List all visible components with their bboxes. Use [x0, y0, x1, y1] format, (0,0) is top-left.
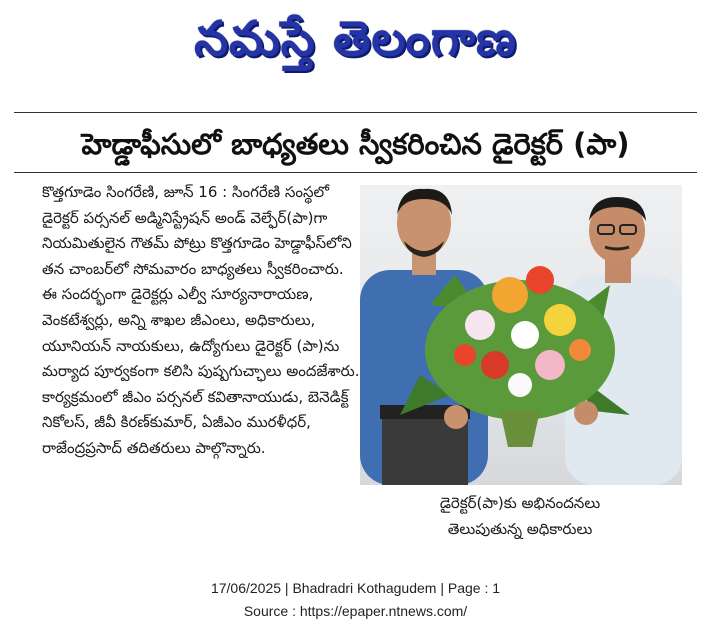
photo-illustration — [360, 185, 682, 485]
caption-line-2: తెలుపుతున్న అధికారులు — [447, 520, 593, 538]
bouquet-flower — [454, 344, 476, 366]
bouquet-flower — [465, 310, 495, 340]
article-body: కొత్తగూడెం సింగరేణి, జూన్ 16 : సింగరేణి సంస్థలో డైరెక్టర్ పర్సనల్ అడ్మినిస్ట్రేషన్ అండ్ వెల్ఫేర్(పా)గా నియమితులైన గౌతమ్ పోట్రు కొత్తగూడెం హెడ్డాఫీస్‌లోని తన చాంబర్‌లో సోమవారం బాధ్యతలు స్వీకరించారు. ఈ సందర్భంగా డైరెక్టర్లు ఎల్వీ సూర్యనారాయణ, వెంకటేశ్వర్లు, అన్ని శాఖల జీఎంలు, అధికారులు, యూనియన్ నాయకులు, ఉద్యోగులు డైరెక్టర్ (పా)ను మర్యాద పూర్వకంగా కలిసి పుష్పగుచ్ఛాలు అందజేశారు. కార్యక్రమంలో జీఎం పర్సనల్ కవితానాయుడు, బెనెడిక్ట్ నికోలస్, జీవీ కిరణ్‌కుమార్, ఏజీఎం మురళీధర్, రాజేంద్రప్రసాద్ తదితరులు పాల్గొన్నారు. — [42, 183, 360, 457]
headline-bottom-rule — [14, 172, 697, 173]
bouquet-flower — [492, 277, 528, 313]
article-headline: హెడ్డాఫీసులో బాధ్యతలు స్వీకరించిన డైరెక్టర్ (పా) — [81, 127, 630, 161]
footer-date-edition: 17/06/2025 | Bhadradri Kothagudem | Page : 1 — [210, 580, 501, 596]
masthead-title: నమస్తే తెలంగాణ — [194, 11, 517, 67]
bouquet-flower — [535, 350, 565, 380]
photo-caption — [390, 490, 650, 542]
bouquet-stem-wrap — [500, 410, 540, 447]
caption-line-1: డైరెక్టర్(పా)కు అభినందనలు — [439, 494, 601, 512]
bouquet-flower — [508, 373, 532, 397]
footer-source: Source : https://epaper.ntnews.com/ — [243, 603, 468, 619]
bouquet-flower — [511, 321, 539, 349]
person-left-hand — [444, 405, 468, 429]
person-right-hand — [574, 401, 598, 425]
headline-top-rule — [14, 112, 697, 113]
article-photo — [360, 185, 682, 485]
bouquet-flower — [526, 266, 554, 294]
bouquet-flower — [544, 304, 576, 336]
bouquet-flower — [569, 339, 591, 361]
bouquet-flower — [481, 351, 509, 379]
